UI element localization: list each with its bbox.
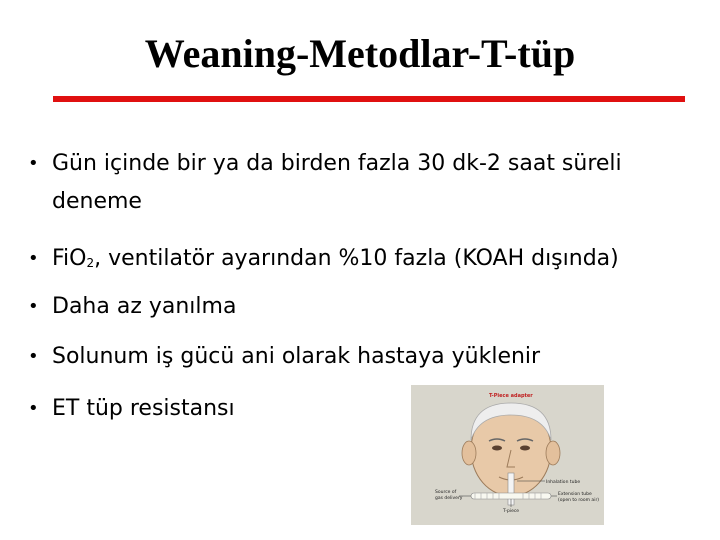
bullet-icon: •: [28, 398, 39, 419]
label-extension: Extension tube: [558, 492, 592, 497]
bullet-text: Solunum iş gücü ani olarak hastaya yüklenir: [52, 344, 541, 369]
label-source-2: gas delivery: [435, 496, 463, 501]
t-piece-drawing: [411, 385, 604, 525]
t-piece-tubing: [471, 493, 551, 499]
t-piece-illustration: [411, 385, 604, 525]
fio2-suffix: , ventilatör ayarından %10 fazla (KOAH dışında): [94, 246, 619, 271]
bullet-text: [52, 240, 619, 282]
bullet-text-continued: deneme: [52, 189, 142, 214]
figure-title: T-Piece adapter: [489, 393, 533, 399]
bullet-icon: •: [28, 153, 39, 174]
eye-left: [492, 446, 502, 451]
slide-title: Weaning-Metodlar-T-tüp: [144, 31, 576, 76]
eye-right: [520, 446, 530, 451]
bullet-icon: •: [28, 248, 39, 269]
label-source: Source of: [435, 490, 457, 495]
label-inhalation: Inhalation tube: [546, 480, 581, 485]
fio2-subscript: 2: [86, 256, 95, 270]
label-tpiece: T-piece: [503, 509, 520, 514]
patient-ear-left: [462, 441, 476, 465]
bullet-text: ET tüp resistansı: [52, 396, 235, 421]
fio2-prefix: FiO: [52, 246, 87, 271]
label-extension-2: (open to room air): [558, 498, 600, 503]
bullet-icon: •: [28, 346, 39, 367]
patient-ear-right: [546, 441, 560, 465]
bullet-icon: •: [28, 296, 39, 317]
title-underline: [53, 96, 685, 102]
bullet-text: Gün içinde bir ya da birden fazla 30 dk-2 saat süreli: [52, 151, 622, 176]
bullet-text: Daha az yanılma: [52, 294, 237, 319]
